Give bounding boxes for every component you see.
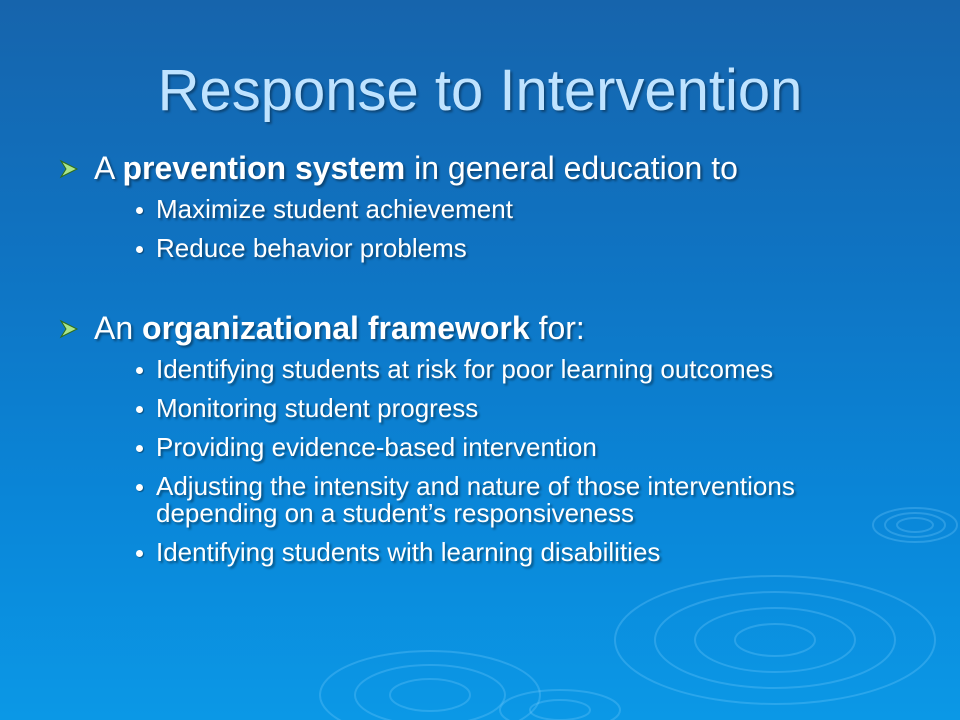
dot-bullet-icon xyxy=(136,406,143,413)
dot-bullet-icon xyxy=(136,207,143,214)
dot-bullet-icon xyxy=(136,484,143,491)
bullet-prefix: A xyxy=(94,150,123,186)
bullet-prefix: An xyxy=(94,310,143,346)
sub-bullet-text: Adjusting the intensity and nature of those interventions depending on a student’s responsiveness xyxy=(156,471,795,528)
sub-bullet xyxy=(136,196,918,223)
sub-bullet xyxy=(136,473,918,527)
arrow-bullet-icon xyxy=(58,158,80,180)
sub-bullet xyxy=(136,356,918,383)
bullet-organizational-framework xyxy=(58,310,918,346)
dot-bullet-icon xyxy=(136,367,143,374)
slide-body xyxy=(58,150,918,566)
bullet-emphasis: prevention system xyxy=(122,150,406,186)
sub-bullet xyxy=(136,395,918,422)
sub-bullet-text: Monitoring student progress xyxy=(156,393,479,423)
sub-bullet-text: Maximize student achievement xyxy=(156,194,513,224)
arrow-bullet-icon xyxy=(58,318,80,340)
sub-bullet xyxy=(136,434,918,461)
dot-bullet-icon xyxy=(136,246,143,253)
sub-bullet xyxy=(136,235,918,262)
sub-bullet xyxy=(136,539,918,566)
dot-bullet-icon xyxy=(136,445,143,452)
sub-bullet-text: Providing evidence-based intervention xyxy=(156,432,597,462)
dot-bullet-icon xyxy=(136,550,143,557)
sub-bullet-text: Identifying students at risk for poor learning outcomes xyxy=(156,354,774,384)
slide-title: Response to Intervention xyxy=(157,58,803,123)
sub-bullet-text: Reduce behavior problems xyxy=(156,233,467,263)
bullet-prevention-system xyxy=(58,150,918,186)
bullet-suffix: for: xyxy=(529,310,585,346)
bullet-emphasis: organizational framework xyxy=(142,310,530,346)
bullet-suffix: in general education to xyxy=(405,150,738,186)
sub-bullet-text: Identifying students with learning disabilities xyxy=(156,537,661,567)
